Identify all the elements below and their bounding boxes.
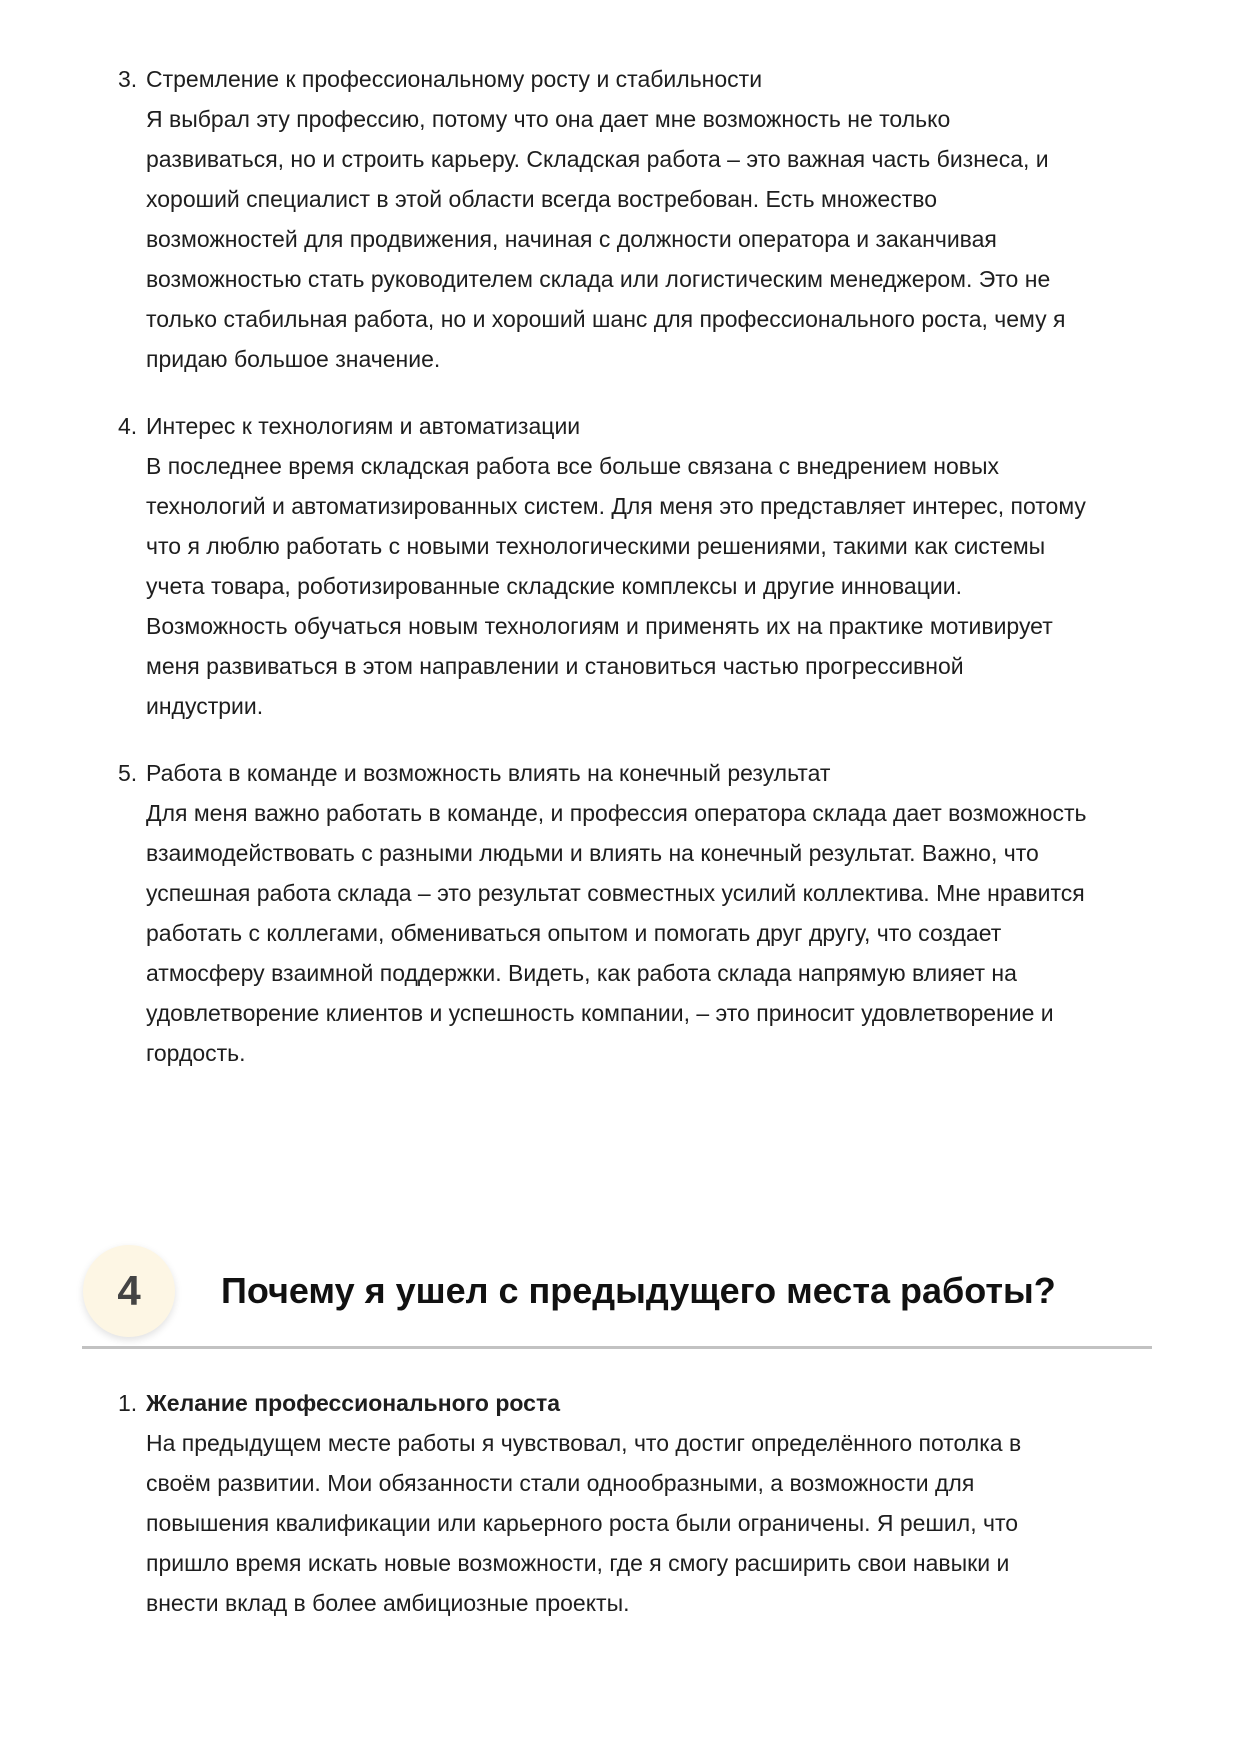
item-number: 3. — [118, 66, 138, 92]
item-text-line: Для меня важно работать в команде, и профессия оператора склада дает возможность — [146, 800, 1087, 826]
list-item — [0, 59, 1239, 379]
item-text-line: хороший специалист в этой области всегда востребован. Есть множество — [146, 186, 937, 212]
item-text-line: внести вклад в более амбициозные проекты. — [146, 1590, 630, 1616]
item-number: 4. — [118, 413, 138, 439]
item-text-line: взаимодействовать с разными людьми и влиять на конечный результат. Важно, что — [146, 840, 1039, 866]
item-text-line: придаю большое значение. — [146, 346, 441, 372]
item-title: Интерес к технологиям и автоматизации — [146, 413, 581, 439]
list-item — [0, 406, 1239, 726]
item-text-line: только стабильная работа, но и хороший шанс для профессионального роста, чему я — [146, 306, 1066, 332]
item-text-line: удовлетворение клиентов и успешность компании, – это приносит удовлетворение и — [146, 1000, 1054, 1026]
item-text-line: пришло время искать новые возможности, где я смогу расширить свои навыки и — [146, 1550, 1010, 1576]
item-text-line: учета товара, роботизированные складские комплексы и другие инновации. — [146, 573, 962, 599]
section-number-badge: 4 — [83, 1245, 175, 1337]
item-text-line: развиваться, но и строить карьеру. Складская работа – это важная часть бизнеса, и — [146, 146, 1049, 172]
item-text-line: Я выбрал эту профессию, потому что она дает мне возможность не только — [146, 106, 951, 132]
section-title: Почему я ушел с предыдущего места работы? — [221, 1270, 1056, 1311]
item-text-line: работать с коллегами, обмениваться опытом и помогать друг другу, что создает — [146, 920, 1002, 946]
item-text-line: На предыдущем месте работы я чувствовал, что достиг определённого потолка в — [146, 1430, 1022, 1456]
item-text-line: меня развиваться в этом направлении и становиться частью прогрессивной — [146, 653, 964, 679]
item-text-line: технологий и автоматизированных систем. Для меня это представляет интерес, потому — [146, 493, 1086, 519]
item-title: Стремление к профессиональному росту и стабильности — [146, 66, 763, 92]
item-title: Желание профессионального роста — [146, 1390, 560, 1416]
section4-list — [0, 1383, 1239, 1623]
item-text-line: возможностью стать руководителем склада или логистическим менеджером. Это не — [146, 266, 1051, 292]
list-item — [0, 753, 1239, 1073]
item-text-line: гордость. — [146, 1040, 246, 1066]
item-text-line: В последнее время складская работа все больше связана с внедрением новых — [146, 453, 1000, 479]
section-divider — [82, 1346, 1152, 1349]
list-item — [0, 1383, 1239, 1623]
item-text-line: своём развитии. Мои обязанности стали однообразными, а возможности для — [146, 1470, 975, 1496]
item-text-line: Возможность обучаться новым технологиям и применять их на практике мотивирует — [146, 613, 1053, 639]
section-heading — [0, 1245, 1239, 1335]
item-text-line: возможностей для продвижения, начиная с должности оператора и заканчивая — [146, 226, 997, 252]
item-text-line: индустрии. — [146, 693, 264, 719]
item-number: 5. — [118, 760, 138, 786]
item-text-line: повышения квалификации или карьерного роста были ограничены. Я решил, что — [146, 1510, 1019, 1536]
item-title: Работа в команде и возможность влиять на конечный результат — [146, 760, 831, 786]
section3-list — [0, 59, 1239, 1073]
item-number: 1. — [118, 1390, 138, 1416]
item-text-line: что я люблю работать с новыми технологическими решениями, такими как системы — [146, 533, 1046, 559]
item-text-line: атмосферу взаимной поддержки. Видеть, как работа склада напрямую влияет на — [146, 960, 1017, 986]
item-text-line: успешная работа склада – это результат совместных усилий коллектива. Мне нравится — [146, 880, 1085, 906]
